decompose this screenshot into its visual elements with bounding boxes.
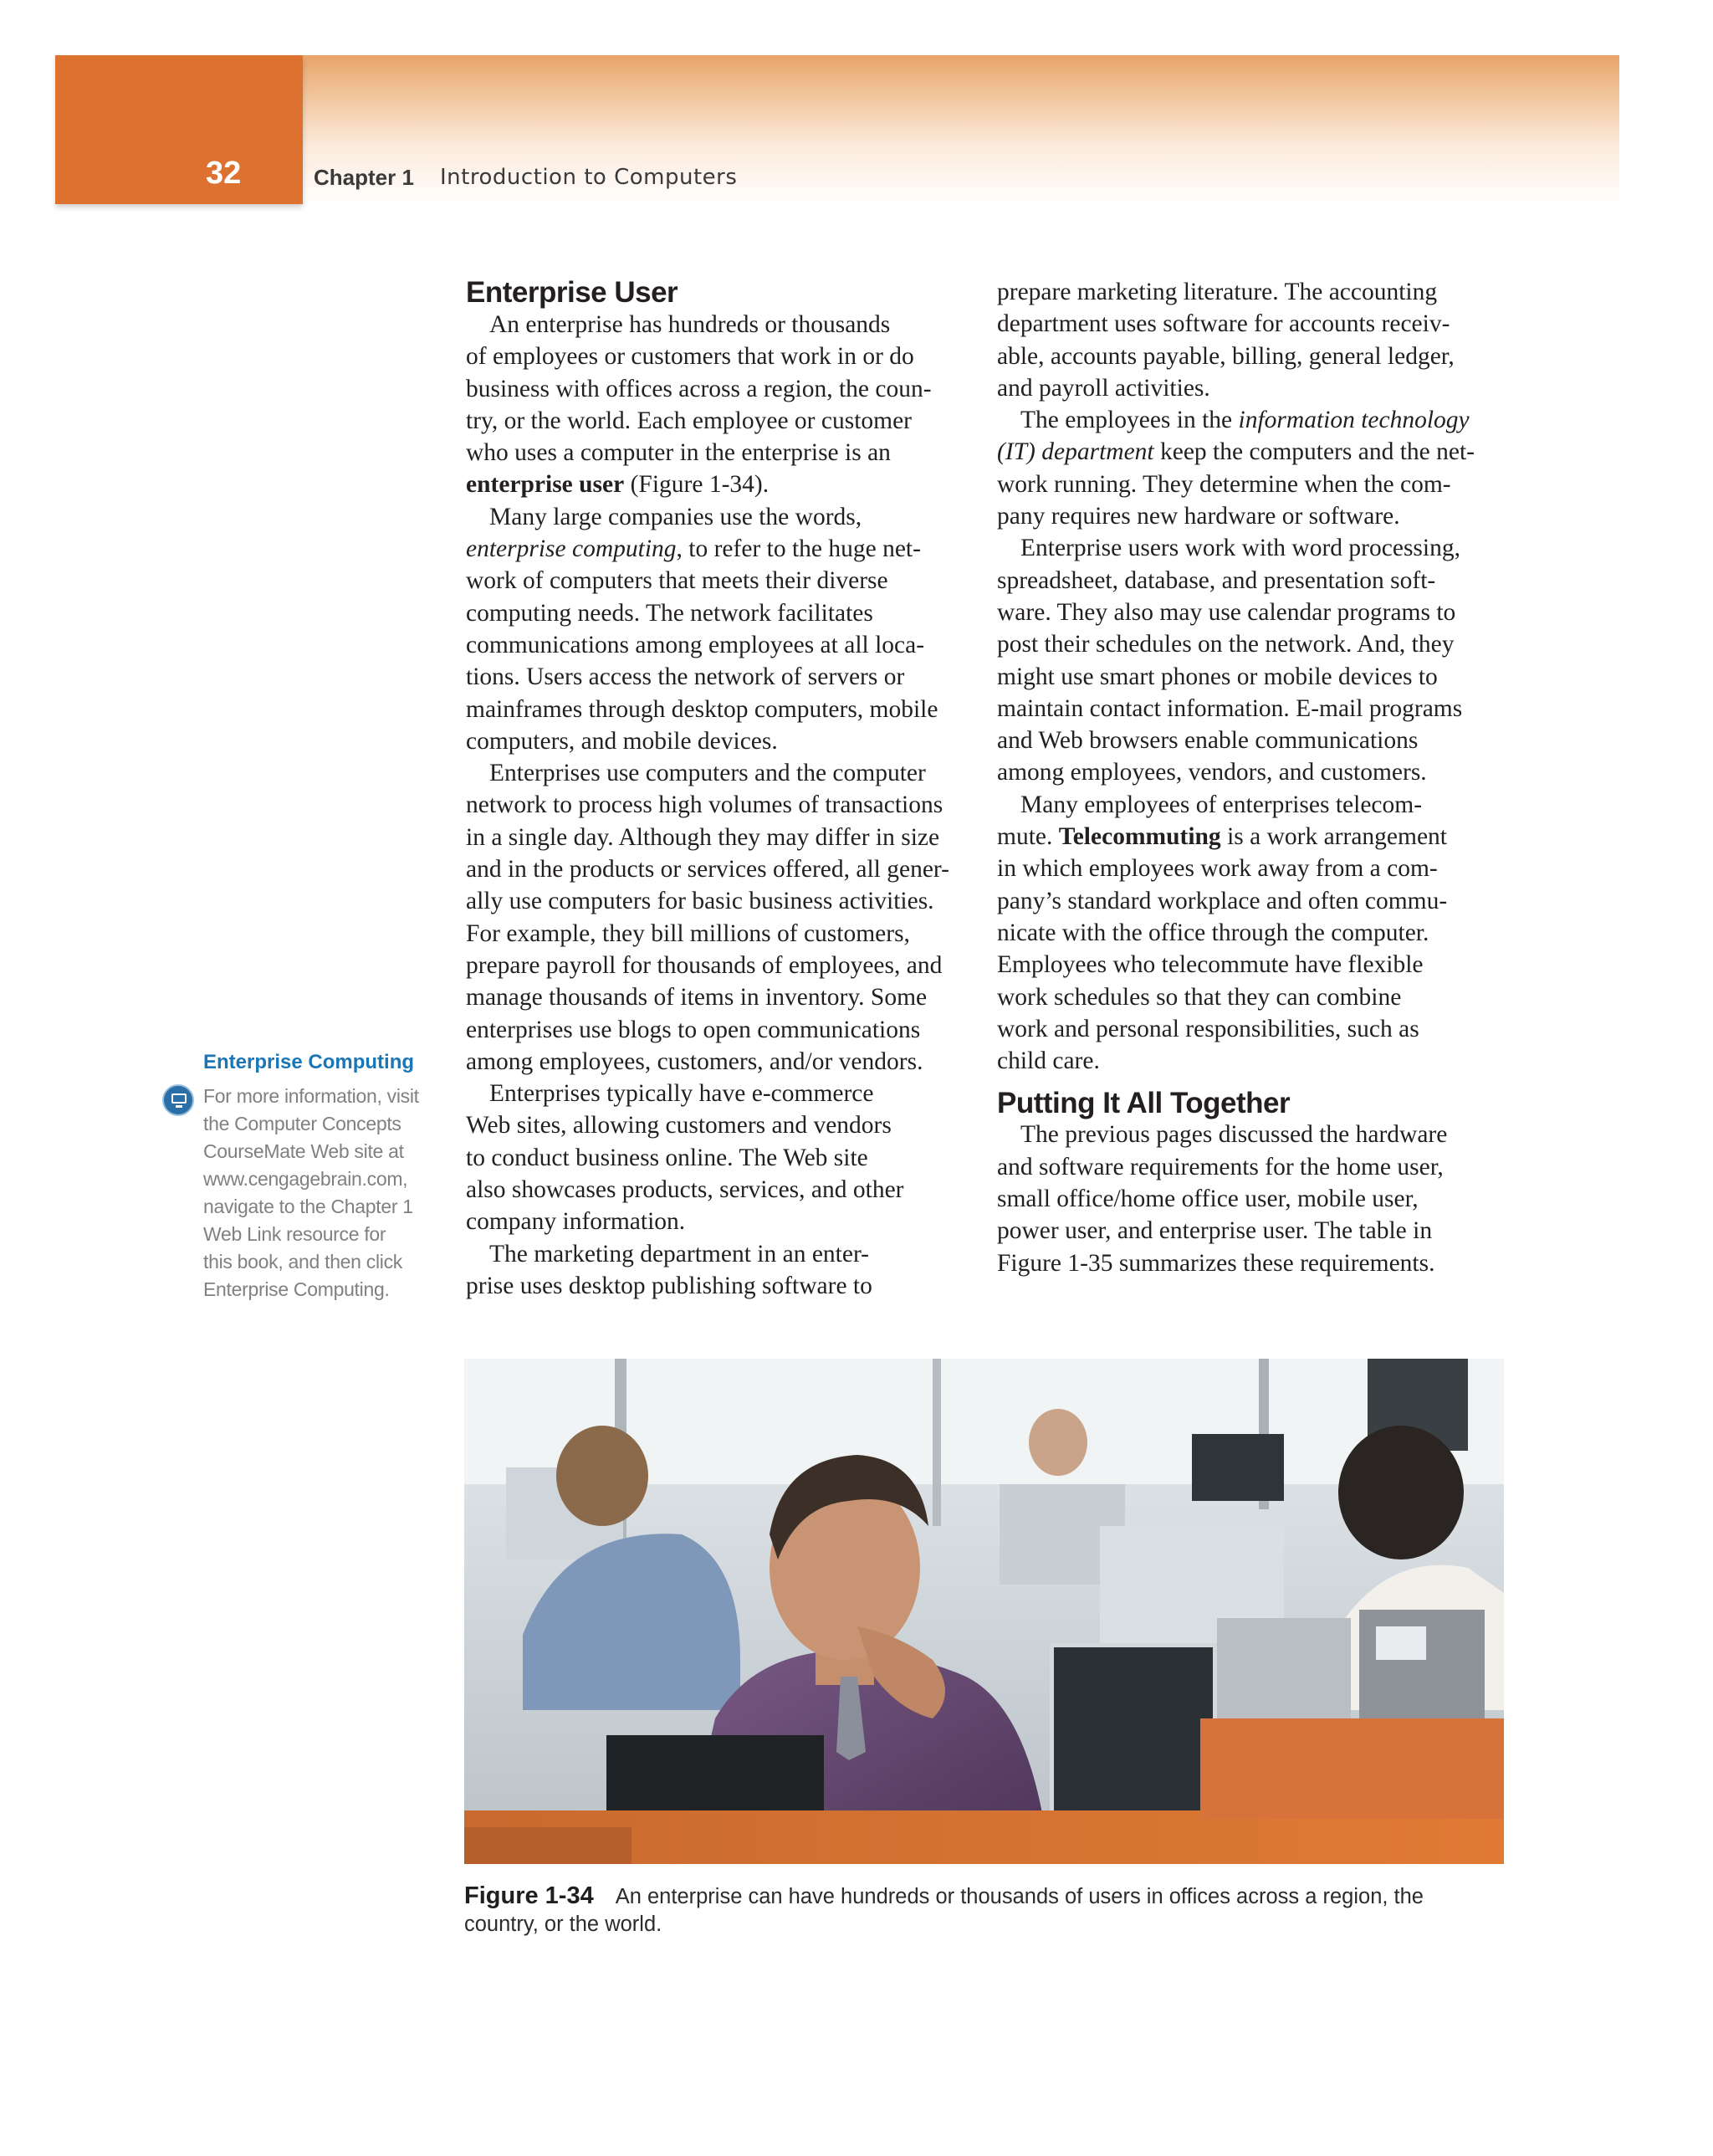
heading-enterprise-user: Enterprise User <box>466 276 678 309</box>
text-line: spreadsheet, database, and presentation soft- <box>997 566 1436 594</box>
text-line: mainframes through desktop computers, mobile <box>466 695 938 723</box>
text-fragment: (Figure 1-34). <box>624 471 770 499</box>
text-line: pany requires new hardware or software. <box>997 503 1400 530</box>
text-line: and software requirements for the home user, <box>997 1153 1444 1180</box>
text-line: company information. <box>466 1208 686 1236</box>
text-line: maintain contact information. E-mail programs <box>997 694 1463 722</box>
text-line: Figure 1-35 summarizes these requirements. <box>997 1249 1435 1277</box>
paragraph-marketing-continued <box>997 276 1516 404</box>
text-line: The previous pages discussed the hardware <box>1020 1121 1448 1149</box>
paragraph-enterprise-computing <box>466 501 976 757</box>
paragraph-marketing <box>466 1238 976 1303</box>
text-line: business with offices across a region, the coun- <box>466 375 932 402</box>
text-line: ally use computers for basic business activities. <box>466 888 934 915</box>
text-line: of employees or customers that work in or do <box>466 343 914 371</box>
term-it-department: (IT) department <box>997 438 1154 466</box>
web-link-icon[interactable] <box>162 1084 194 1116</box>
text-fragment: The employees in the <box>1020 407 1239 434</box>
caption-line <box>464 1882 1510 1911</box>
caption-text: An enterprise can have hundreds or thousands of users in offices across a region, the <box>615 1885 1424 1908</box>
text-line: work of computers that meets their diverse <box>466 567 888 595</box>
left-column <box>466 276 976 1302</box>
text-line: prepare marketing literature. The accounting <box>997 279 1438 305</box>
text-line: post their schedules on the network. And, they <box>997 631 1455 658</box>
text-line: Enterprises typically have e-commerce <box>489 1080 874 1108</box>
text-line <box>466 469 976 500</box>
text-fragment: is a work arrangement <box>1220 823 1447 851</box>
text-line: computing needs. The network facilitates <box>466 599 873 627</box>
text-line: tions. Users access the network of servers or <box>466 663 905 691</box>
text-line: prepare payroll for thousands of employees, and <box>466 951 943 979</box>
figure-label: Figure 1-34 <box>464 1882 594 1909</box>
text-line: and Web browsers enable communications <box>997 727 1419 755</box>
paragraph-enterprise-software <box>997 532 1516 788</box>
paragraph-ecommerce <box>466 1078 976 1237</box>
page-number: 32 <box>206 156 242 191</box>
text-line: manage thousands of items in inventory. Some <box>466 984 928 1011</box>
text-line: also showcases products, services, and other <box>466 1176 904 1204</box>
text-line: and payroll activities. <box>997 374 1210 402</box>
chapter-title: Introduction to Computers <box>440 165 738 190</box>
text-line: work and personal responsibilities, such as <box>997 1015 1419 1042</box>
text-line: Many large companies use the words, <box>489 503 862 530</box>
paragraph-enterprise-intro <box>466 309 976 501</box>
web-link-sidebar <box>159 1049 427 1303</box>
text-line: work schedules so that they can combine <box>997 983 1402 1011</box>
text-line: who uses a computer in the enterprise is an <box>466 439 891 467</box>
figure-caption <box>464 1882 1510 1938</box>
paragraph-it-department <box>997 404 1516 532</box>
text-fragment: mute. <box>997 823 1059 851</box>
text-line: Enterprise users work with word processing, <box>1020 535 1460 562</box>
text-line <box>466 533 976 565</box>
paragraph-transactions <box>466 757 976 1078</box>
text-line: pany’s standard workplace and often commu- <box>997 887 1448 914</box>
text-line: to conduct business online. The Web site <box>466 1144 868 1171</box>
text-line: enterprises use blogs to open communications <box>466 1016 921 1043</box>
text-line: ware. They also may use calendar programs to <box>997 598 1456 626</box>
text-fragment: keep the computers and the net- <box>1153 438 1475 466</box>
web-link-title[interactable]: Enterprise Computing <box>203 1051 415 1073</box>
text-line: Enterprises use computers and the computer <box>489 760 926 787</box>
text-line <box>997 436 1516 468</box>
text-line <box>997 821 1516 853</box>
text-line: nicate with the office through the computer. <box>997 919 1429 946</box>
caption-line: country, or the world. <box>464 1913 662 1936</box>
text-line: Web sites, allowing customers and vendors <box>466 1112 892 1139</box>
text-line: For example, they bill millions of customers, <box>466 919 910 947</box>
text-line: Employees who telecommute have flexible <box>997 951 1424 979</box>
text-line: in a single day. Although they may differ in size <box>466 823 940 851</box>
text-line: able, accounts payable, billing, general ledger, <box>997 342 1455 370</box>
text-line: child care. <box>997 1047 1100 1075</box>
paragraph-summary <box>997 1119 1516 1278</box>
text-line: prise uses desktop publishing software to <box>466 1272 872 1299</box>
web-link-text: For more information, visit the Computer Concepts CourseMate Web site at www.cengagebrain.com, navigate to the Chapter 1 Web Link resource for this book, and then click Enterprise Computing. <box>203 1085 419 1300</box>
text-line: might use smart phones or mobile devices to <box>997 663 1438 690</box>
term-telecommuting: Telecommuting <box>1058 823 1221 851</box>
paragraph-telecommuting <box>997 789 1516 1078</box>
term-enterprise-computing: enterprise computing <box>466 535 677 563</box>
page-number-tab <box>55 55 303 204</box>
text-line: among employees, vendors, and customers. <box>997 759 1427 786</box>
text-line <box>997 404 1516 436</box>
text-line: communications among employees at all loca- <box>466 631 925 658</box>
text-line: in which employees work away from a com- <box>997 855 1438 883</box>
text-line: small office/home office user, mobile user, <box>997 1186 1419 1213</box>
text-line: computers, and mobile devices. <box>466 727 778 755</box>
text-line: The marketing department in an enter- <box>489 1240 870 1267</box>
text-line: department uses software for accounts receiv- <box>997 310 1450 338</box>
text-line: power user, and enterprise user. The table in <box>997 1217 1433 1245</box>
text-fragment: , to refer to the huge net- <box>676 535 921 563</box>
office-photo <box>464 1359 1504 1864</box>
text-line: and in the products or services offered, all gener- <box>466 856 949 883</box>
term-information-technology: information technology <box>1238 407 1470 434</box>
term-enterprise-user: enterprise user <box>466 471 625 499</box>
text-line: among employees, customers, and/or vendors. <box>466 1047 923 1075</box>
chapter-label: Chapter 1 <box>314 165 414 190</box>
text-line: An enterprise has hundreds or thousands <box>489 311 891 338</box>
text-line: Many employees of enterprises telecom- <box>1020 791 1423 818</box>
text-line: work running. They determine when the com- <box>997 470 1451 498</box>
right-column <box>997 276 1516 1279</box>
text-line: network to process high volumes of transactions <box>466 791 943 819</box>
heading-putting-it-all-together: Putting It All Together <box>997 1087 1291 1120</box>
text-line: try, or the world. Each employee or customer <box>466 407 913 434</box>
